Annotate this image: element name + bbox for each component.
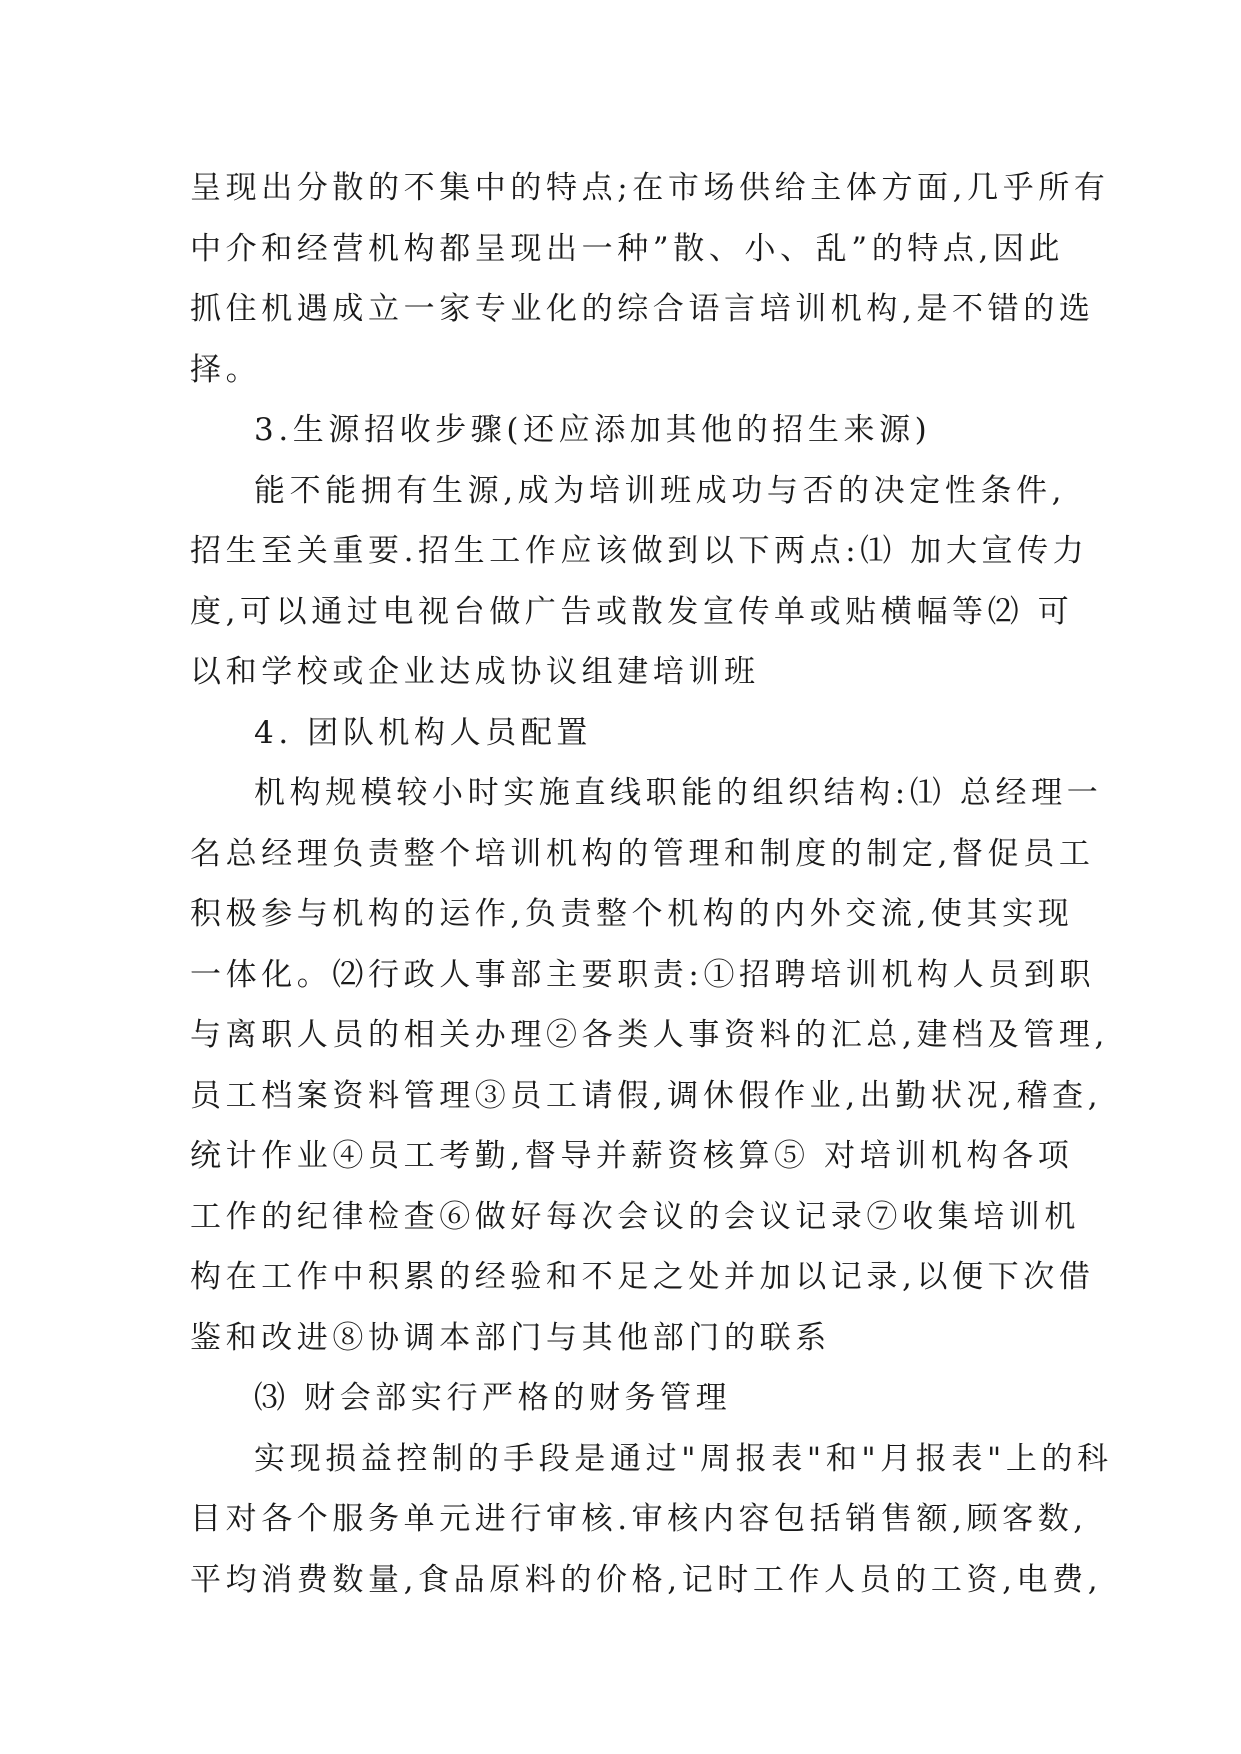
text-line: 鉴和改进⑧协调本部门与其他部门的联系 <box>190 1319 831 1356</box>
text-line: 机构规模较小时实施直线职能的组织结构:⑴ 总经理一 <box>254 775 1103 811</box>
text-line: 实现损益控制的手段是通过"周报表"和"月报表"上的科 <box>254 1440 1113 1477</box>
text-line: 名总经理负责整个培训机构的管理和制度的制定,督促员工 <box>190 835 1095 872</box>
text-line: 度,可以通过电视台做广告或散发宣传单或贴横幅等⑵ 可 <box>190 593 1074 630</box>
text-line: 积极参与机构的运作,负责整个机构的内外交流,使其实现 <box>190 896 1074 932</box>
text-line: 择。 <box>190 351 262 388</box>
text-line: 中介和经营机构都呈现出一种”散、小、乱”的特点,因此 <box>190 230 1065 267</box>
text-line: 以和学校或企业达成协议组建培训班 <box>190 654 760 690</box>
text-line: 抓住机遇成立一家专业化的综合语言培训机构,是不错的选 <box>190 291 1095 327</box>
text-line: 4. 团队机构人员配置 <box>254 714 593 751</box>
text-line: 呈现出分散的不集中的特点;在市场供给主体方面,几乎所有 <box>190 170 1110 206</box>
text-line: ⑶ 财会部实行严格的财务管理 <box>254 1380 732 1416</box>
text-line: 员工档案资料管理③员工请假,调休假作业,出勤状况,稽查, <box>190 1077 1103 1114</box>
text-line: 统计作业④员工考勤,督导并薪资核算⑤ 对培训机构各项 <box>190 1138 1074 1174</box>
text-line: 3.生源招收步骤(还应添加其他的招生来源) <box>254 412 932 448</box>
text-line: 工作的纪律检查⑥做好每次会议的会议记录⑦收集培训机 <box>190 1198 1080 1235</box>
text-line: 与离职人员的相关办理②各类人事资料的汇总,建档及管理, <box>190 1017 1109 1053</box>
text-line: 能不能拥有生源,成为培训班成功与否的决定性条件, <box>254 472 1067 509</box>
document-body <box>190 158 1113 1610</box>
text-line: 平均消费数量,食品原料的价格,记时工作人员的工资,电费, <box>190 1561 1103 1598</box>
text-line: 构在工作中积累的经验和不足之处并加以记录,以便下次借 <box>190 1259 1095 1295</box>
text-line: 招生至关重要.招生工作应该做到以下两点:⑴ 加大宣传力 <box>190 533 1089 569</box>
text-line: 一体化。⑵行政人事部主要职责:①招聘培训机构人员到职 <box>190 956 1096 993</box>
text-line: 目对各个服务单元进行审核.审核内容包括销售额,顾客数, <box>190 1501 1088 1537</box>
